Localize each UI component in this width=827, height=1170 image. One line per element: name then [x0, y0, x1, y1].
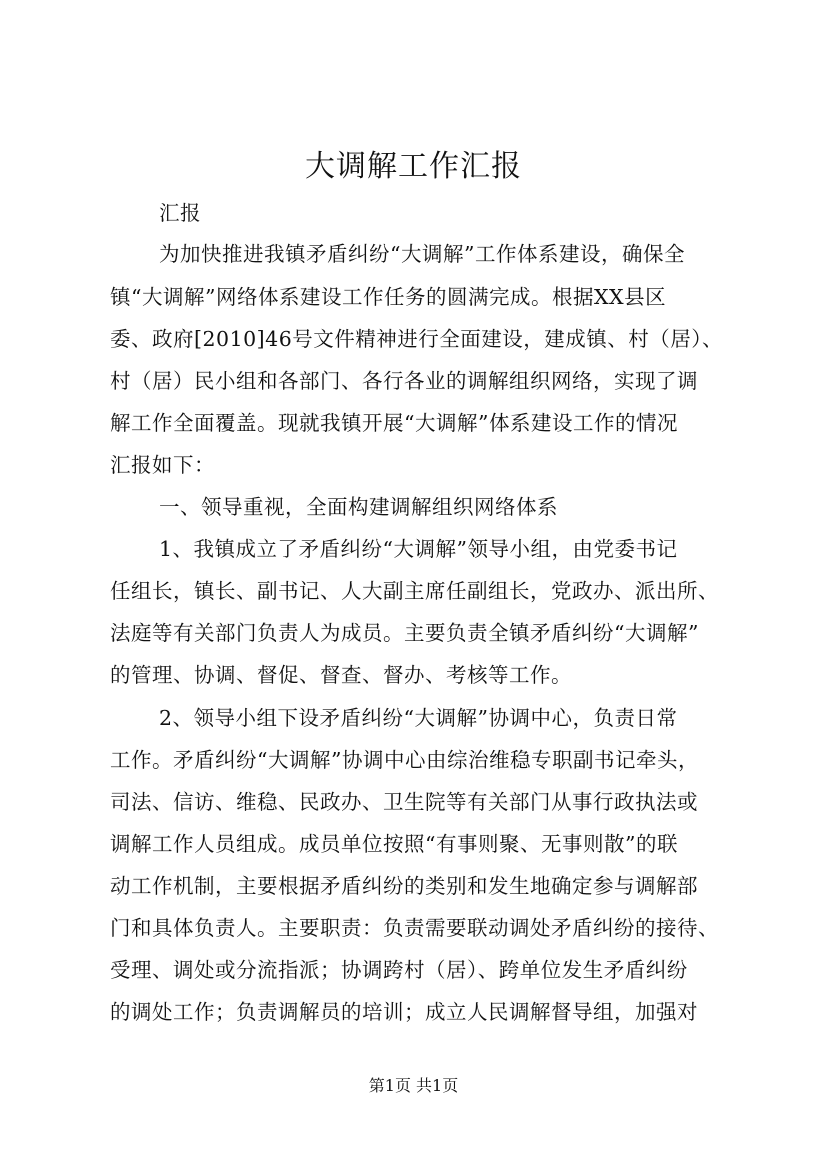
text-line: 1、我镇成立了矛盾纠纷“大调解”领导小组，由党委书记 [159, 537, 678, 561]
section-heading: 一、领导重视，全面构建调解组织网络体系 [159, 495, 558, 519]
text-line: 解工作全面覆盖。现就我镇开展“大调解”体系建设工作的情况 [110, 411, 678, 435]
text-line: 镇“大调解”网络体系建设工作任务的圆满完成。根据XX县区 [110, 285, 667, 309]
text-line: 的管理、协调、督促、督查、督办、考核等工作。 [110, 663, 572, 687]
text-line: 2、领导小组下设矛盾纠纷“大调解”协调中心，负责日常 [159, 706, 678, 730]
text-line: 调解工作人员组成。成员单位按照“有事则聚、无事则散”的联 [110, 832, 678, 856]
text-line: 村（居）民小组和各部门、各行各业的调解组织网络，实现了调 [110, 369, 698, 393]
text-line: 工作。矛盾纠纷“大调解”协调中心由综治维稳专职副书记牵头， [110, 748, 699, 772]
document-title: 大调解工作汇报 [305, 149, 522, 184]
text-line: 受理、调处或分流指派；协调跨村（居）、跨单位发生矛盾纠纷 [110, 958, 688, 982]
text-line: 任组长，镇长、副书记、人大副主席任副组长，党政办、派出所、 [110, 579, 719, 603]
text-line: 门和具体负责人。主要职责：负责需要联动调处矛盾纠纷的接待、 [110, 916, 719, 940]
text-line: 法庭等有关部门负责人为成员。主要负责全镇矛盾纠纷“大调解” [110, 621, 699, 645]
text-line: 动工作机制，主要根据矛盾纠纷的类别和发生地确定参与调解部 [110, 874, 698, 898]
text-line: 委、政府[2010]46号文件精神进行全面建设，建成镇、村（居）、 [110, 327, 724, 351]
text-line: 汇报 [159, 201, 201, 225]
text-line: 为加快推进我镇矛盾纠纷“大调解”工作体系建设，确保全 [159, 242, 685, 266]
page-footer: 第1页 共1页 [368, 1076, 459, 1095]
text-line: 的调处工作；负责调解员的培训；成立人民调解督导组，加强对 [110, 1000, 698, 1024]
text-line: 司法、信访、维稳、民政办、卫生院等有关部门从事行政执法或 [110, 790, 698, 814]
text-line: 汇报如下： [110, 453, 215, 477]
